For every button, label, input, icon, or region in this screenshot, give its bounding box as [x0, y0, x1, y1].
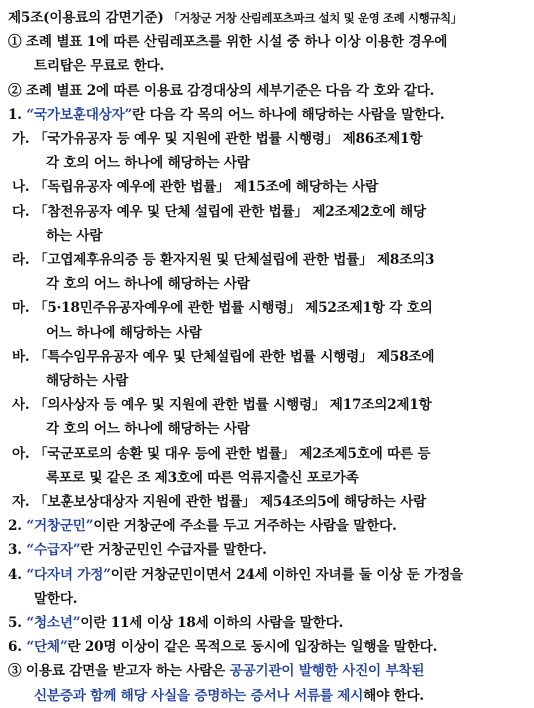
item-2-number: 2.: [8, 518, 22, 535]
item-5-number: 5.: [8, 615, 22, 632]
item-2-term: “거창군민”: [26, 518, 94, 535]
sub-item: 가. 「국가유공자 등 예우 및 지원에 관한 법률 시행령」 제86조제1항: [12, 131, 423, 148]
paragraph-3-tail: 해야 한다.: [363, 687, 424, 704]
item-3: [8, 538, 526, 562]
item-6-term: “단체”: [26, 639, 68, 656]
sub-item: 사. 「의사상자 등 예우 및 지원에 관한 법률 시행령」 제17조의2제1항: [12, 397, 432, 414]
item-6-number: 6.: [8, 639, 22, 656]
paragraph-3-lead: ③ 이용료 감면을 받고자 하는 사람은: [8, 663, 230, 680]
item-4-number: 4.: [8, 566, 22, 583]
item-3-text: 란 거창군민인 수급자를 말한다.: [80, 542, 267, 559]
sub-item: 라. 「고엽제후유의증 등 환자지원 및 단체설립에 관한 법률」 제8조의3: [12, 252, 435, 269]
paragraph-2: ② 조례 별표 2에 따른 이용료 감경대상의 세부기준은 다음 각 호와 같다.: [8, 82, 435, 99]
paragraph-1-line-2: 트리탑은 무료로 한다.: [34, 58, 164, 75]
sub-item: 다. 「참전유공자 예우 및 단체 설립에 관한 법률」 제2조제2호에 해당: [12, 203, 426, 220]
item-4-text: 이란 거창군민이면서 24세 이하인 자녀를 둘 이상 둔 가정을: [110, 566, 463, 583]
article-title: 제5조(이용료의 감면기준): [8, 10, 164, 26]
paragraph-3-highlight-1: 공공기관이 발행한 사진이 부착된: [229, 663, 425, 680]
item-2: [8, 514, 526, 538]
sub-item-continuation: 록포로 및 같은 조 제3호에 따른 억류지출신 포로가족: [46, 469, 359, 486]
sub-item-continuation: 해당하는 사람: [46, 373, 129, 390]
item-5: [8, 611, 526, 635]
sub-item: 마. 「5·18민주유공자예우에 관한 법률 시행령」 제52조제1항 각 호의: [12, 300, 433, 317]
sub-item-continuation: 각 호의 어느 하나에 해당하는 사람: [46, 276, 250, 293]
sub-item: 아. 「국군포로의 송환 및 대우 등에 관한 법률」 제2조제5호에 따른 등: [12, 445, 431, 462]
sub-item: 나. 「독립유공자 예우에 관한 법률」 제15조에 해당하는 사람: [12, 179, 379, 196]
sub-item-continuation: 하는 사람: [46, 227, 103, 244]
paragraph-3-line-2: [8, 684, 526, 708]
sub-item-continuation: 각 호의 어느 하나에 해당하는 사람: [46, 155, 250, 172]
sub-item-list: [8, 127, 526, 514]
item-5-term: “청소년”: [26, 615, 81, 632]
item-6: [8, 635, 526, 659]
sub-item: 바. 「특수임무유공자 예우 및 단체설립에 관한 법률 시행령」 제58조에: [12, 348, 435, 365]
item-1-number: 1.: [8, 106, 22, 123]
sub-item: 자. 「보훈보상대상자 지원에 관한 법률」 제54조의5에 해당하는 사람: [12, 494, 427, 511]
paragraph-1-line-1: ① 조례 별표 1에 따른 산림레포츠를 위한 시설 중 하나 이상 이용한 경우에: [8, 34, 448, 51]
item-1-term: “국가보훈대상자”: [26, 106, 133, 123]
paragraph-3-highlight-2: 신분증과 함께 해당 사실을 증명하는 증서나 서류를 제시: [34, 687, 364, 704]
item-6-text: 란 20명 이상이 같은 목적으로 동시에 입장하는 일행을 말한다.: [67, 639, 438, 656]
paragraph-3-line-1: [8, 659, 526, 683]
item-4-continuation: 말한다.: [34, 590, 78, 607]
item-1: [8, 103, 526, 127]
item-5-text: 이란 11세 이상 18세 이하의 사람을 말한다.: [80, 615, 344, 632]
ordinance-name: 「거창군 거창 산림레포츠파크 설치 및 운영 조례 시행규칙」: [168, 11, 462, 25]
item-4: [8, 563, 526, 587]
item-3-number: 3.: [8, 542, 22, 559]
item-1-text: 란 다음 각 목의 어느 하나에 해당하는 사람을 말한다.: [132, 106, 445, 123]
sub-item-continuation: 각 호의 어느 하나에 해당하는 사람: [46, 421, 250, 438]
item-2-text: 이란 거창군에 주소를 두고 거주하는 사람을 말한다.: [93, 518, 397, 535]
article-heading: [8, 6, 526, 30]
item-4-term: “다자녀 가정”: [26, 566, 111, 583]
item-3-term: “수급자”: [26, 542, 81, 559]
sub-item-continuation: 어느 하나에 해당하는 사람: [46, 324, 202, 341]
